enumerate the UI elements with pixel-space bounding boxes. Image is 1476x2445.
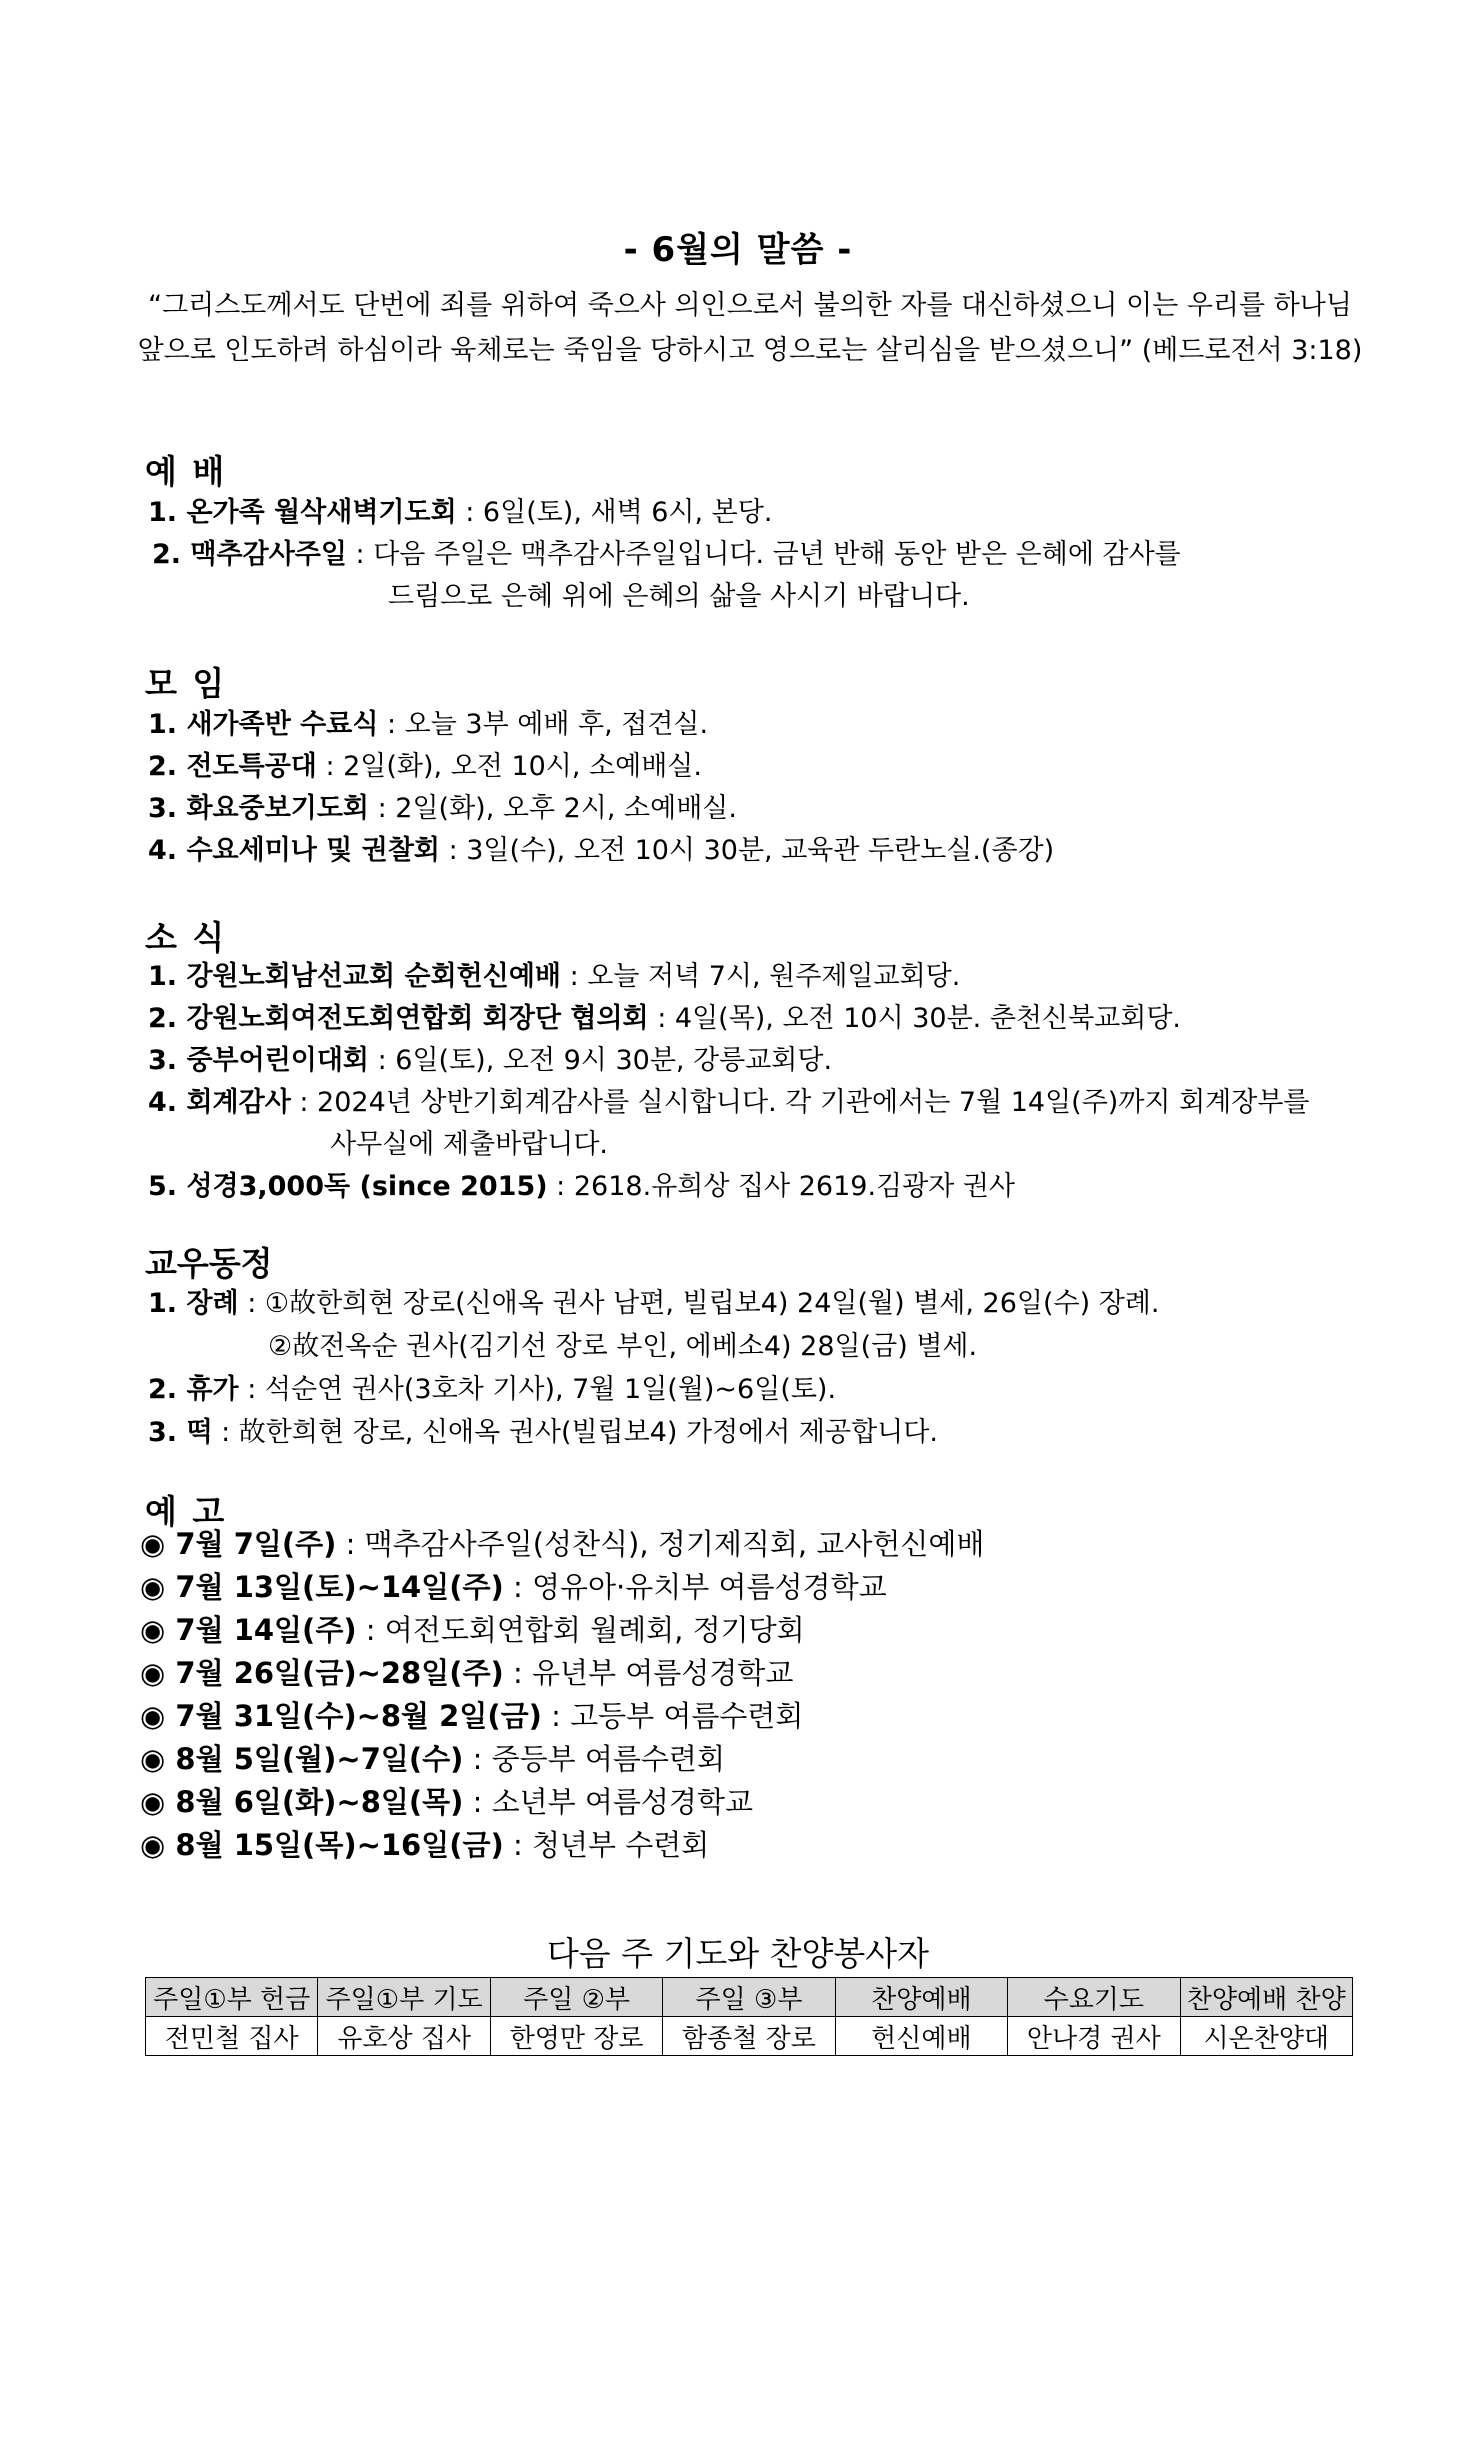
table-cell: 전민철 집사 — [146, 2017, 318, 2056]
item-text: : 오늘 저녁 7시, 원주제일교회당. — [561, 961, 961, 992]
table-cell: 안나경 권사 — [1008, 2017, 1180, 2056]
event-date: ◉ 8월 5일(월)~7일(수) — [140, 1742, 464, 1776]
table-cell: 시온찬양대 — [1180, 2017, 1352, 2056]
item-text: : 다음 주일은 맥추감사주일입니다. 금년 반해 동안 받은 은혜에 감사를 — [346, 539, 1181, 570]
meeting-item-3 — [148, 788, 737, 830]
event-date: ◉ 8월 6일(화)~8일(목) — [140, 1785, 464, 1819]
table-cell: 헌신예배 — [835, 2017, 1007, 2056]
meeting-item-2 — [148, 746, 702, 788]
item-label: 5. 성경3,000독 (since 2015) — [148, 1171, 548, 1202]
worship-item-1 — [148, 492, 772, 534]
servers-table-title: 다음 주 기도와 찬양봉사자 — [546, 1934, 930, 1973]
item-text: : 2618.유희상 집사 2619.김광자 권사 — [547, 1171, 1016, 1202]
item-label: 2. 맥추감사주일 — [152, 539, 347, 570]
section-heading-notice: 예 고 — [145, 1492, 227, 1531]
table-cell: 함종철 장로 — [663, 2017, 835, 2056]
table-cell: 한영만 장로 — [490, 2017, 662, 2056]
table-header-cell: 수요기도 — [1008, 1978, 1180, 2017]
event-item — [140, 1565, 887, 1606]
table-header-cell: 찬양예배 — [835, 1978, 1007, 2017]
event-date: ◉ 7월 26일(금)~28일(주) — [140, 1656, 504, 1690]
news-item-4-cont: 사무실에 제출바랍니다. — [330, 1129, 608, 1160]
event-desc: : 유년부 여름성경학교 — [503, 1656, 794, 1690]
table-cell: 유호상 집사 — [318, 2017, 490, 2056]
event-desc: : 여전도회연합회 월례회, 정기당회 — [356, 1613, 805, 1647]
item-label: 1. 강원노회남선교회 순회헌신예배 — [148, 961, 561, 992]
section-heading-meeting: 모 임 — [145, 664, 227, 703]
section-heading-worship: 예 배 — [145, 452, 227, 491]
item-text: : 2일(화), 오전 10시, 소예배실. — [316, 751, 702, 782]
table-header-cell: 주일①부 기도 — [318, 1978, 490, 2017]
section-heading-news: 소 식 — [145, 918, 227, 957]
event-date: ◉ 7월 14일(주) — [140, 1613, 357, 1647]
members-item-3 — [148, 1412, 938, 1454]
news-item-2 — [148, 998, 1181, 1040]
table-header-cell: 주일 ③부 — [663, 1978, 835, 2017]
event-date: ◉ 8월 15일(목)~16일(금) — [140, 1828, 504, 1862]
event-date: ◉ 7월 7일(주) — [140, 1527, 337, 1561]
event-item — [140, 1608, 805, 1649]
event-item — [140, 1694, 803, 1735]
servers-table — [145, 1977, 1353, 2056]
item-label: 3. 중부어린이대회 — [148, 1045, 370, 1076]
item-label: 3. 떡 — [148, 1417, 213, 1448]
item-label: 1. 장례 — [148, 1288, 239, 1319]
news-item-1 — [148, 956, 960, 998]
event-item — [140, 1737, 725, 1778]
event-desc: : 청년부 수련회 — [503, 1828, 710, 1862]
meeting-item-4 — [148, 830, 1054, 872]
item-text: : 6일(토), 오전 9시 30분, 강릉교회당. — [369, 1045, 833, 1076]
news-item-4 — [148, 1082, 1309, 1124]
table-header-cell: 주일 ②부 — [490, 1978, 662, 2017]
event-item — [140, 1651, 793, 1692]
item-text: : 6일(토), 새벽 6시, 본당. — [456, 497, 773, 528]
event-desc: : 중등부 여름수련회 — [463, 1742, 725, 1776]
worship-item-2-cont: 드림으로 은혜 위에 은혜의 삶을 사시기 바랍니다. — [388, 581, 970, 612]
news-item-5 — [148, 1166, 1015, 1208]
item-label: 2. 강원노회여전도회연합회 회장단 협의회 — [148, 1003, 649, 1034]
verse-line-2: 앞으로 인도하려 하심이라 육체로는 죽임을 당하시고 영으로는 살리심을 받으셨으니” (베드로전서 3:18) — [137, 335, 1363, 366]
event-desc: : 영유아·유치부 여름성경학교 — [503, 1570, 887, 1604]
item-text: : 오늘 3부 예배 후, 접견실. — [378, 709, 709, 740]
table-row — [146, 2017, 1353, 2056]
members-item-2 — [148, 1369, 836, 1411]
event-date: ◉ 7월 31일(수)~8월 2일(금) — [140, 1699, 542, 1733]
event-item — [140, 1780, 753, 1821]
section-heading-members: 교우동정 — [145, 1244, 273, 1283]
item-label: 3. 화요중보기도회 — [148, 793, 370, 824]
item-text: : 2일(화), 오후 2시, 소예배실. — [369, 793, 737, 824]
item-text: : 2024년 상반기회계감사를 실시합니다. 각 기관에서는 7월 14일(주)까지 회계장부를 — [290, 1087, 1310, 1118]
event-date: ◉ 7월 13일(토)~14일(주) — [140, 1570, 504, 1604]
item-text: : 故한희현 장로, 신애옥 권사(빌립보4) 가정에서 제공합니다. — [212, 1417, 938, 1448]
event-item — [140, 1823, 709, 1864]
item-label: 2. 전도특공대 — [148, 751, 317, 782]
table-header-row — [146, 1978, 1353, 2017]
news-item-3 — [148, 1040, 832, 1082]
event-desc: : 고등부 여름수련회 — [541, 1699, 804, 1733]
worship-item-2 — [152, 534, 1181, 576]
item-label: 2. 휴가 — [148, 1374, 239, 1405]
page-title: - 6월의 말씀 - — [623, 230, 853, 270]
event-item — [140, 1522, 984, 1563]
item-text: : 4일(목), 오전 10시 30분. 춘천신북교회당. — [648, 1003, 1182, 1034]
event-desc: : 소년부 여름성경학교 — [463, 1785, 753, 1819]
meeting-item-1 — [148, 704, 708, 746]
item-text: : ①故한희현 장로(신애옥 권사 남편, 빌립보4) 24일(월) 별세, 26일(수) 장례. — [238, 1288, 1160, 1319]
item-text: : 3일(수), 오전 10시 30분, 교육관 두란노실.(종강) — [439, 835, 1055, 866]
table-header-cell: 주일①부 헌금 — [146, 1978, 318, 2017]
item-label: 1. 새가족반 수료식 — [148, 709, 379, 740]
item-label: 1. 온가족 월삭새벽기도회 — [148, 497, 457, 528]
item-label: 4. 수요세미나 및 권찰회 — [148, 835, 440, 866]
item-text: : 석순연 권사(3호차 기사), 7월 1일(월)~6일(토). — [238, 1374, 837, 1405]
table-header-cell: 찬양예배 찬양 — [1180, 1978, 1352, 2017]
members-item-1-cont: ②故전옥순 권사(김기선 장로 부인, 에베소4) 28일(금) 별세. — [268, 1331, 978, 1362]
members-item-1 — [148, 1283, 1159, 1325]
event-desc: : 맥추감사주일(성찬식), 정기제직회, 교사헌신예배 — [336, 1527, 985, 1561]
item-label: 4. 회계감사 — [148, 1087, 291, 1118]
verse-line-1: “그리스도께서도 단번에 죄를 위하여 죽으사 의인으로서 불의한 자를 대신하셨으니 이는 우리를 하나님 — [148, 290, 1352, 321]
